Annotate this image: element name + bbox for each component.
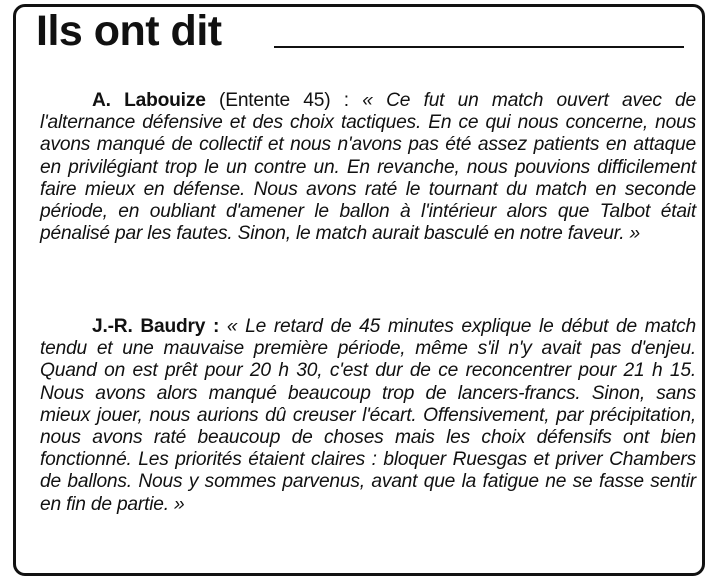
quote-separator: : xyxy=(205,316,227,337)
quote-text: « Le retard de 45 minutes explique le début de match tendu et une mauvaise première période, même s'il n'y avait pas d'enjeu. Quand on est prêt pour 20 h 30, c'est dur de ce reconcentrer pour 21 h 15. Nous avons alors manqué beaucoup trop de lancers-francs. Sinon, sans mieux jouer, nous aurions dû creuser l'écart. Offensivement, par précipitation, nous avons raté beaucoup de choses mais les choix défensifs ont bien fonctionné. Les priorités étaient claires : bloquer Ruesgas et priver Chambers de ballons. Nous y sommes parvenus, avant que la fatigue ne se fasse sentir en fin de partie. » xyxy=(40,316,696,515)
quote-speaker: J.-R. Baudry xyxy=(92,316,206,337)
quote-baudry xyxy=(40,316,696,516)
quote-text: « Ce fut un match ouvert avec de l'alternance défensive et des choix tactiques. En ce qui nous concerne, nous avons manqué de collectif et nous n'avons pas été assez patients en attaque en privilégiant trop le un contre un. En revanche, nous pouvions difficilement faire mieux en défense. Nous avons raté le tournant du match en seconde période, en oubliant d'amener le ballon à l'intérieur alors que Talbot était pénalisé par les fautes. Sinon, le match aurait basculé en notre faveur. » xyxy=(40,90,696,245)
quote-labouize xyxy=(40,90,696,245)
quote-separator: : xyxy=(330,90,363,111)
title-rule xyxy=(274,46,684,48)
quote-speaker: A. Labouize xyxy=(92,90,206,111)
article-title: Ils ont dit xyxy=(36,7,222,55)
article-header xyxy=(22,8,694,54)
quote-affiliation: (Entente 45) xyxy=(219,90,331,111)
